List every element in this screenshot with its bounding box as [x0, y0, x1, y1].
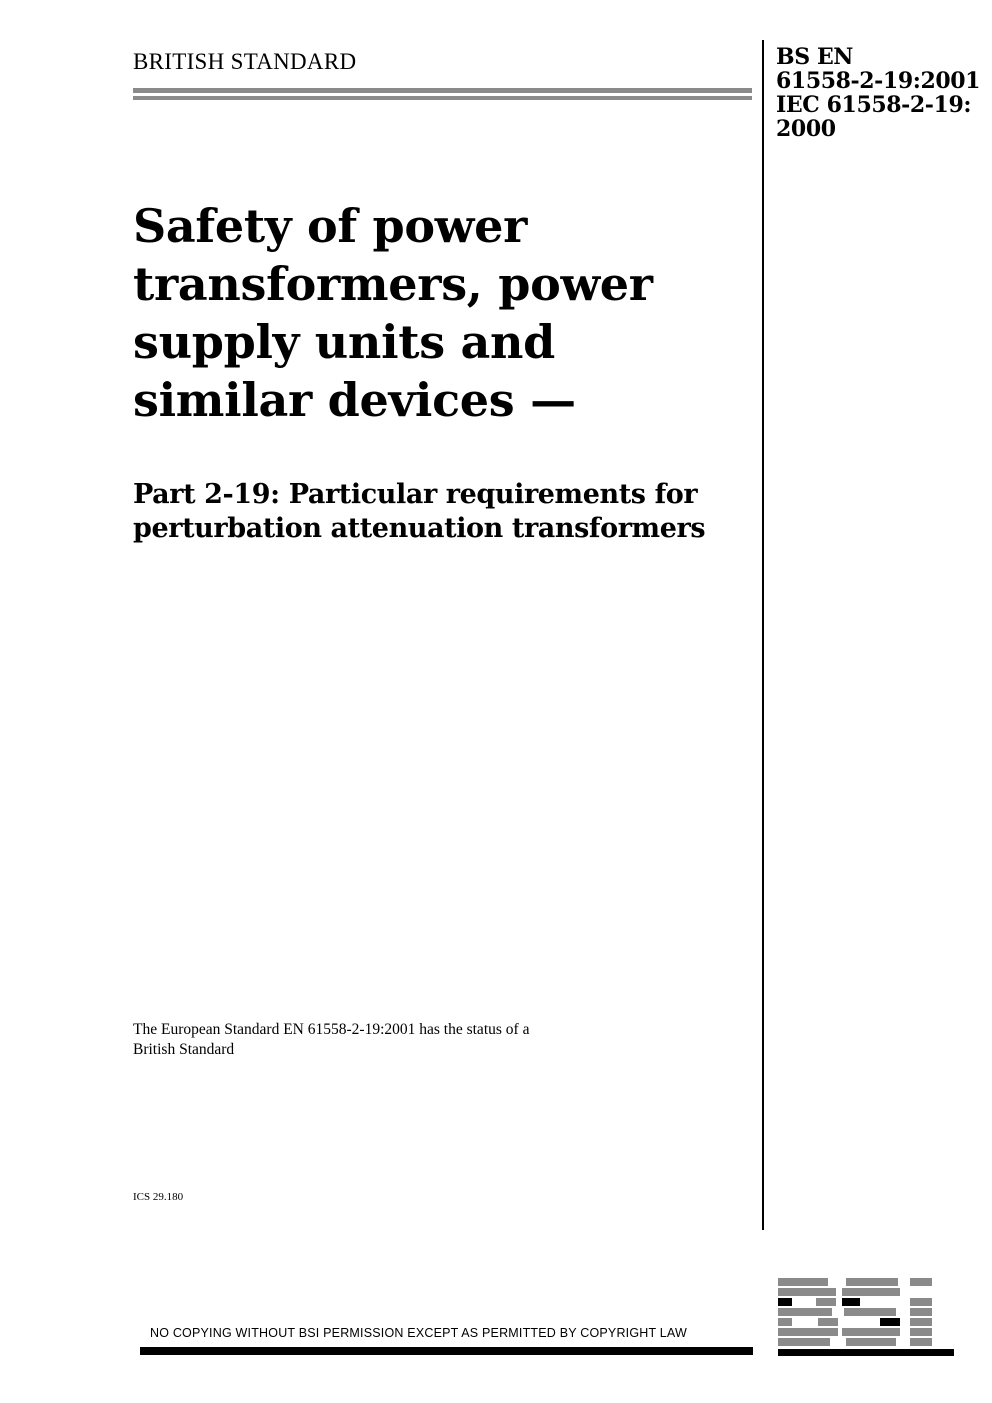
footer-rule — [140, 1347, 753, 1355]
header-rule-top — [133, 88, 752, 93]
subtitle-line: perturbation attenuation transformers — [133, 513, 706, 544]
status-statement — [133, 1020, 529, 1060]
standard-number-line: 2000 — [776, 116, 836, 142]
copyright-notice: NO COPYING WITHOUT BSI PERMISSION EXCEPT AS PERMITTED BY COPYRIGHT LAW — [150, 1326, 688, 1340]
bsi-logo-letter-b — [778, 1278, 838, 1346]
bsi-logo-letter-s — [842, 1278, 900, 1346]
standard-number-line: 61558-2-19:2001 — [776, 68, 981, 94]
standard-number-line: BS EN — [776, 44, 854, 70]
document-title — [133, 197, 753, 429]
bsi-logo — [778, 1278, 954, 1356]
document-subtitle — [133, 478, 705, 546]
bsi-logo-accent — [778, 1298, 954, 1356]
standard-number-line: IEC 61558-2-19: — [776, 92, 972, 118]
title-line: transformers, power — [133, 257, 653, 311]
title-line: similar devices — — [133, 373, 576, 427]
header-rule-bottom — [133, 96, 752, 100]
ics-code: ICS 29.180 — [133, 1191, 184, 1203]
title-line: Safety of power — [133, 199, 528, 253]
status-line: The European Standard EN 61558-2-19:2001 has the status of a — [133, 1021, 530, 1038]
vertical-divider — [762, 40, 764, 1230]
status-line: British Standard — [133, 1041, 235, 1058]
standard-number — [776, 45, 980, 141]
bsi-logo-letter-i — [910, 1278, 932, 1346]
subtitle-line: Part 2-19: Particular requirements for — [133, 479, 698, 510]
title-line: supply units and — [133, 315, 556, 369]
header-label: BRITISH STANDARD — [133, 49, 357, 74]
